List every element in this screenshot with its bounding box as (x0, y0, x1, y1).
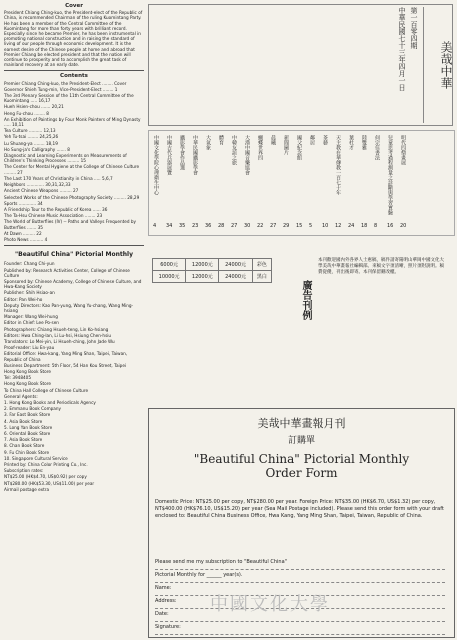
contents-item: 明代四僧畫展 (400, 135, 406, 165)
contents-item: 攝影學會作品選 (179, 135, 185, 170)
table-row (153, 271, 272, 283)
staff-line: 8. Chan Book Store (4, 443, 45, 449)
brand-vertical: 美哉中華 (423, 7, 450, 123)
staff-line: Founder: Chang Chi-yun (4, 261, 55, 267)
contents-item: 新聞圖片 (283, 135, 289, 155)
contents-item: 鄰居 (309, 135, 315, 145)
staff-line: Editorial Office: Hwa-kang, Yang Ming Shan, Taipei, Taiwan, Republic of China (4, 351, 128, 362)
contents-item: The 3rd Plenary Session of the 11th Central Committee of the Kuomintang ..... 16,17 (4, 93, 134, 104)
staff-list (4, 261, 144, 492)
contents-item: 蝴蝶世界四 (257, 135, 263, 160)
contents-item: Heng Fu-chou ........ 8 (4, 110, 49, 116)
contents-item: 體育 (218, 135, 224, 145)
staff-line: To China Hall College of Chinese Culture (4, 387, 89, 393)
staff-line: 5. Long Yan Book Store (4, 424, 53, 430)
monthly-title: "Beautiful China" Pictorial Monthly (15, 251, 133, 259)
staff-line: Editors: Hwa Ching-lan, Li Lu-hsi, Hsiung Chen-hsiu (4, 332, 112, 338)
cover-heading: Cover (65, 3, 83, 9)
staff-line: 1. Hong Kong Books and Periodicals Agency (4, 400, 96, 405)
contents-item: 陸雙雅 (361, 135, 367, 150)
divider (4, 245, 144, 246)
page-number: 5 (309, 223, 313, 229)
contents-item: An Exhibition of Paintings by Four Monk Painters of Ming Dynasty ..... 10,11 (4, 116, 141, 128)
staff-line: Hong Kong Book Store (4, 368, 51, 374)
contents-item: Diagnostic and Learning Experiments on Measurements of Children's Thinking Processes ......... 15 (4, 153, 127, 164)
staff-line: Proof-reader: Liu En-yau (4, 345, 55, 351)
staff-line: 2. Emmanu Book Company (4, 406, 62, 412)
page-number: 30 (244, 223, 251, 229)
contents-item: 茶藝 (322, 135, 328, 145)
chinese-toc (148, 4, 453, 126)
order-line: Please send me my subscription to "Beautiful China" (155, 559, 445, 570)
order-subtitle-zh: 訂購單 (287, 436, 315, 446)
page-number: 18 (361, 223, 368, 229)
contents-heading: Contents (60, 73, 88, 80)
staff-line: 9. Fu Chin Book Store (4, 449, 50, 455)
contents-item: 中韓友誼之旅 (231, 135, 237, 165)
staff-line: Publisher: Shih Hsiao-an (4, 290, 55, 296)
contents-list (4, 81, 144, 242)
staff-line: 3. Far East Book Store (4, 412, 51, 418)
order-instructions: Domestic Price: NT$25.00 per copy, NT$280.00 per year. Foreign Price: NT$35.00 (HK$6.70, US$1.32) per copy, NT$400.00 (HK$76.10, US$15.20) per year (Sea Mail Postage included). Please send this order form with your draft enclosed to: Beautiful China Business Office, Hwa Kang, Yang Ming Shan, Taipei, Taiwan, Republic of China. (155, 499, 444, 519)
contents-item: Lu Shuang-ya ........ 18,19 (4, 140, 58, 146)
staff-line: Printed by: China Color Printing Co., Inc. (4, 462, 88, 468)
order-title-zh: 美哉中華畫報月刊 (257, 417, 346, 430)
staff-line: Manager: Wang Wei-hung (4, 314, 58, 320)
page-number: 35 (179, 223, 186, 229)
staff-line: 4. Asia Book Store (4, 418, 43, 424)
ad-title: 廣告刊例 (300, 280, 311, 320)
staff-line: 6. Oriental Book Store (4, 431, 51, 437)
staff-line: Translators: Lo Mei-yin, Li Hsueh-ching, John Jade Wu (4, 338, 115, 344)
ad-rates-table (152, 258, 272, 283)
watermark: 中國文化大學 (210, 594, 330, 615)
cover-text: President Chiang Ching-kuo, the President-elect of the Republic of China, is recommended Chairman of the ruling Kuomintang Party. He has been a member of the Central Committee of the Kuomintang for more than forty years with brilliant record. Especially since he became Premier, he has been instrumental in promoting national construction and in raising the standard of living of our people through economic development. It is the earnest desire of the Chinese people at home and abroad that Premier Chiang be elected president and that the nation will continue to prosperity and to accomplish the great task of mainland recovery at an early date. (4, 10, 143, 68)
page-number: 16 (387, 223, 394, 229)
staff-line: NT$280.00 (HK$53.30, US$11.00) per year (4, 480, 95, 486)
page-number: 15 (296, 223, 303, 229)
staff-line: Published by: Research Activities Center, College of Chinese Culture (4, 267, 130, 278)
contents-item: 國父紀念館 (296, 135, 302, 160)
page-number: 34 (166, 223, 173, 229)
page-number: 28 (218, 223, 225, 229)
staff-line: Deputy Directors: Kao Pan-yung, Wang Yu-chang, Wang Ming-hsiang (4, 302, 134, 313)
issue-number: 第一百零四期 (410, 7, 418, 49)
contents-item: 中華民國攝影學會 (192, 135, 198, 175)
staff-line: Photographers: Chiang Hsueh-teng, Lin Ko-hsiang (4, 326, 109, 332)
staff-line: Editor in Chief: Lee Po-sen (4, 320, 59, 326)
contents-item: 中國古代兵器展覽 (166, 135, 172, 175)
contents-item: The Ta-Hsu Chinese Music Association ........ 23 (4, 213, 103, 219)
contents-item: Sports ............. 34 (4, 200, 43, 206)
table-cell: 24000元 (219, 259, 252, 271)
order-title-en: "Beautiful China" Pictorial Monthly (193, 452, 410, 466)
left-column (4, 4, 144, 636)
contents-item: Tea Culture .......... 12,13 (4, 128, 56, 134)
contents-item: The Center for Mental Hygiene at the College of Chinese Culture ......... 27 (4, 164, 140, 175)
contents-item: 中國文化學院心理衛生中心 (153, 135, 159, 195)
contents-item: Ancient Chinese Weapons ......... 27 (4, 188, 79, 194)
page-number: 36 (205, 223, 212, 229)
divider (4, 70, 144, 71)
address-field[interactable]: Address: (155, 598, 445, 609)
contents-item: Hueh Hsien-chou ....... 20,21 (4, 104, 64, 110)
contents-item: 何宗佳書法 (374, 135, 380, 160)
contents-item: The Last 170 Years of Christianity in China ..... 5,6,7 (4, 175, 113, 181)
staff-line: Airmail postage extra (4, 486, 50, 492)
ad-section (148, 240, 453, 400)
order-subtitle-en: Order Form (265, 466, 338, 480)
page-number: 27 (231, 223, 238, 229)
table-cell: 彩色 (252, 259, 271, 271)
contents-item: 葉杜才 (348, 135, 354, 150)
staff-line: 10. Singapore Cultural Service (4, 455, 68, 461)
staff-line: Sponsored by: Chinese Academy, College of Chinese Culture, and Hwa-Kang Society (4, 278, 142, 290)
staff-line: 7. Asia Book Store (4, 437, 43, 443)
table-cell: 24000元 (219, 271, 252, 283)
contents-item: Neighbors ............. 30,31,32,33 (4, 182, 71, 188)
order-line[interactable]: Pictorial Monthly for ______ year(s). (155, 572, 445, 583)
page-number: 4 (153, 223, 157, 229)
staff-line: General Agents: (4, 393, 38, 399)
staff-line: Tel: 3948405 (4, 375, 31, 381)
table-cell: 黑白 (252, 271, 271, 283)
name-field[interactable]: Name: (155, 585, 445, 596)
staff-line: Subscription rates: (4, 468, 44, 474)
chinese-contents-list (153, 135, 413, 231)
table-cell: 10000元 (153, 271, 186, 283)
table-cell: 12000元 (186, 271, 219, 283)
right-column (148, 4, 453, 636)
contents-item: 兒童思考過程測量之診斷與學習實驗 (387, 135, 393, 215)
table-row (153, 259, 272, 271)
page-number: 22 (257, 223, 264, 229)
contents-item: Ho Sung-ja's Calligraphy ....... 8 (4, 146, 70, 152)
fine-print: 本刊歡迎國內外各界人士惠稿，稿件請寄陽明山華岡中國文化大學美哉中華畫報社編輯部。來稿文字須清晰，照片須附說明。稿費從優，刊出後即寄。本刊保留刪改權。 (318, 258, 444, 275)
page-number: 10 (322, 223, 329, 229)
page-number: 20 (400, 223, 407, 229)
chinese-contents (148, 130, 455, 236)
contents-item: Photo News .......... 4 (4, 236, 48, 242)
table-cell: 6000元 (153, 259, 186, 271)
page-number: 23 (192, 223, 199, 229)
contents-item: At Dawn ......... 22 (4, 230, 42, 236)
issue-date: 中華民國七十三年四月一日 (398, 7, 406, 91)
page-number: 27 (270, 223, 277, 229)
staff-line: Hong Kong Book Store (4, 381, 51, 387)
signature-field[interactable]: Signature: (155, 624, 445, 635)
contents-item: 大氣象 (205, 135, 211, 150)
contents-item: 大漢中國音樂協會 (244, 135, 250, 175)
contents-item: A Friendship Tour to the Republic of Korea ...... 36 (4, 206, 108, 212)
page-number: 29 (283, 223, 290, 229)
page-number: 8 (374, 223, 378, 229)
contents-item: Governor Shieh Tung-min, Vice-President-Elect ........ 1 (4, 86, 118, 92)
staff-line: NT$25.00 (HK$4.70, US$0.92) per copy (4, 474, 87, 480)
staff-line: Editor: Pan Wei-ho (4, 296, 43, 302)
contents-item: Premier Chiang Ching-kuo, the President-Elect ........ Cover (4, 80, 127, 86)
date-field[interactable]: Date: (155, 611, 445, 622)
page-number: 12 (335, 223, 342, 229)
table-cell: 12000元 (186, 259, 219, 271)
contents-item: Selected Works of the Chinese Photography Society ......... 28,29 (4, 194, 140, 200)
page-number: 24 (348, 223, 355, 229)
contents-item: 晨曦 (270, 135, 276, 145)
page-numbers (153, 223, 413, 231)
staff-line: Business Department: 5th Floor, 54 Han Kou Street, Taipei (4, 362, 127, 368)
contents-item: Yeh Tu-tsai ........ 24,25,26 (4, 134, 59, 140)
contents-item: The World of Butterflies (IV) -- Paths and Valleys Frequented by Butterflies ....... 35 (4, 219, 136, 230)
contents-item: 天主教在華傳教一百七十年 (335, 135, 341, 195)
